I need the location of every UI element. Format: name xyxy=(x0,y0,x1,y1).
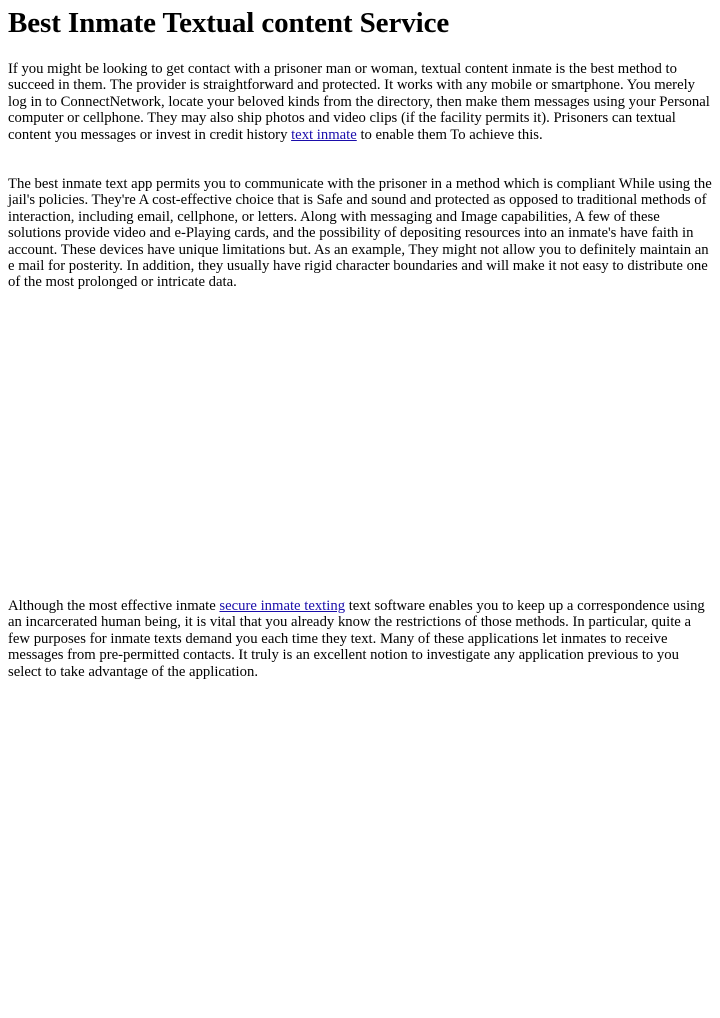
paragraph-1-text-before: If you might be looking to get contact with a prisoner man or woman, textual content inmate is the best method to succeed in them. The provider is straightforward and protected. It works with any mobile or smartphone. You merely log in to ConnectNetwork, locate your beloved kinds from the directory, then make them messages using your Personal computer or cellphone. They may also ship photos and video clips (if the facility permits it). Prisoners can textual content you messages or invest in credit history xyxy=(8,61,710,143)
paragraph-2: The best inmate text app permits you to communicate with the prisoner in a method which is compliant While using the jail's policies. They're A cost-effective choice that is Safe and sound and protected as opposed to traditional methods of interaction, including email, cellphone, or letters. Along with messaging and Image capabilities, A few of these solutions provide video and e-Playing cards, and the possibility of depositing resources into an inmate's have faith in account. These devices have unique limitations but. As an example, They might not allow you to definitely maintain an e mail for posterity. In addition, they usually have rigid character boundaries and will make it not easy to distribute one of the most prolonged or intricate data. xyxy=(8,176,712,291)
paragraph-1-text-after: to enable them To achieve this. xyxy=(356,126,543,143)
text-inmate-link[interactable]: text inmate xyxy=(291,126,357,143)
paragraph-3-text-after: text software enables you to keep up a correspondence using an incarcerated human being, it is vital that you already know the restrictions of those methods. In particular, quite a few purposes for inmate texts demand you each time they text. Many of these applications let inmates to receive messages from pre-permitted contacts. It truly is an excellent notion to investigate any application previous to you select to take advantage of the application. xyxy=(8,598,705,680)
secure-inmate-texting-link[interactable]: secure inmate texting xyxy=(219,598,346,614)
paragraph-1 xyxy=(8,61,712,143)
paragraph-3 xyxy=(8,598,712,680)
paragraph-3-text-before: Although the most effective inmate xyxy=(8,598,220,614)
page-title: Best Inmate Textual content Service xyxy=(8,7,450,39)
